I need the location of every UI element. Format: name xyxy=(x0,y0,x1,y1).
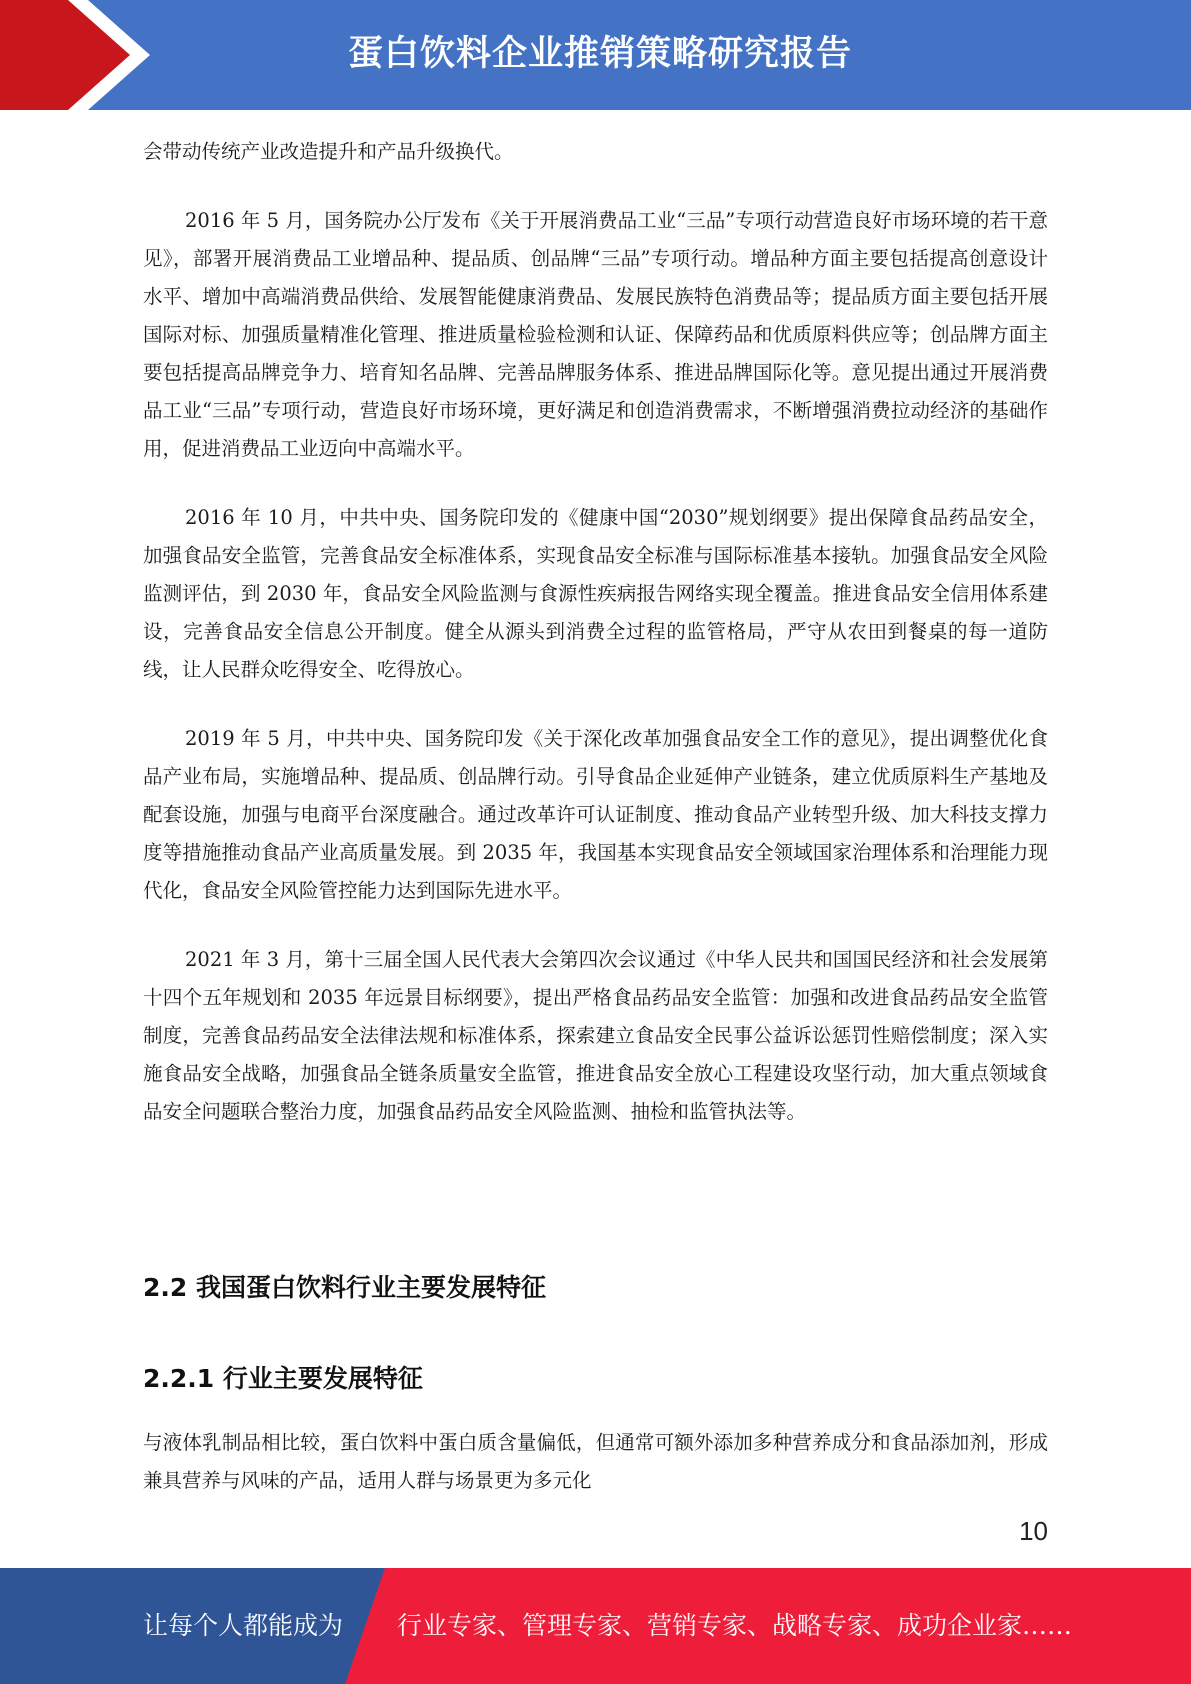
footer-slogan-right: 行业专家、管理专家、营销专家、战略专家、成功企业家…… xyxy=(397,1611,1073,1640)
paragraph-2019-may: 2019 年 5 月，中共中央、国务院印发《关于深化改革加强食品安全工作的意见》，提出调整优化食品产业布局，实施增品种、提品质、创品牌行动。引导食品企业延伸产业链条，建立优质原料生产基地及配套设施，加强与电商平台深度融合。通过改革许可认证制度、推动食品产业转型升级、加大科技支撑力度等措施推动食品产业高质量发展。到 2035 年，我国基本实现食品安全领域国家治理体系和治理能力现代化，食品安全风险管控能力达到国际先进水平。 xyxy=(143,727,1048,902)
page-number: 10 xyxy=(1019,1516,1048,1546)
paragraph-2016-may: 2016 年 5 月，国务院办公厅发布《关于开展消费品工业“三品”专项行动营造良好市场环境的若干意见》，部署开展消费品工业增品种、提品质、创品牌“三品”专项行动。增品种方面主要包括提高创意设计水平、增加中高端消费品供给、发展智能健康消费品、发展民族特色消费品等；提品质方面主要包括开展国际对标、加强质量精准化管理、推进质量检验检测和认证、保障药品和优质原料供应等；创品牌方面主要包括提高品牌竞争力、培育知名品牌、完善品牌服务体系、推进品牌国际化等。意见提出通过开展消费品工业“三品”专项行动，营造良好市场环境，更好满足和创造消费需求，不断增强消费拉动经济的基础作用，促进消费品工业迈向中高端水平。 xyxy=(143,209,1048,460)
section-heading-2-2: 2.2 我国蛋白饮料行业主要发展特征 xyxy=(143,1273,546,1302)
body-content xyxy=(143,133,1048,1131)
paragraph-protein-drink-features: 与液体乳制品相比较，蛋白饮料中蛋白质含量偏低，但通常可额外添加多种营养成分和食品添加剂，形成兼具营养与风味的产品，适用人群与场景更为多元化 xyxy=(143,1431,1048,1492)
paragraph-2021-march: 2021 年 3 月，第十三届全国人民代表大会第四次会议通过《中华人民共和国国民经济和社会发展第十四个五年规划和 2035 年远景目标纲要》，提出严格食品药品安全监管：加强和改进食品药品安全监管制度，完善食品药品安全法律法规和标准体系，探索建立食品安全民事公益诉讼惩罚性赔偿制度；深入实施食品安全战略，加强食品全链条质量安全监管，推进食品安全放心工程建设攻坚行动，加大重点领域食品安全问题联合整治力度，加强食品药品安全风险监测、抽检和监管执法等。 xyxy=(143,948,1048,1123)
page-footer xyxy=(0,1568,1191,1684)
report-title: 蛋白饮料企业推销策略研究报告 xyxy=(347,34,852,74)
paragraph-2016-october: 2016 年 10 月，中共中央、国务院印发的《健康中国“2030”规划纲要》提出保障食品药品安全，加强食品安全监管，完善食品安全标准体系，实现食品安全标准与国际标准基本接轨。加强食品安全风险监测评估，到 2030 年，食品安全风险监测与食源性疾病报告网络实现全覆盖。推进食品安全信用体系建设，完善食品安全信息公开制度。健全从源头到消费全过程的监管格局，严守从农田到餐桌的每一道防线，让人民群众吃得安全、吃得放心。 xyxy=(143,506,1048,681)
page-header xyxy=(0,0,1191,110)
footer-slogan-left: 让每个人都能成为 xyxy=(143,1611,344,1640)
section-content xyxy=(143,1424,1048,1500)
section-heading-2-2-1: 2.2.1 行业主要发展特征 xyxy=(143,1364,423,1393)
paragraph-continuation: 会带动传统产业改造提升和产品升级换代。 xyxy=(143,140,514,163)
